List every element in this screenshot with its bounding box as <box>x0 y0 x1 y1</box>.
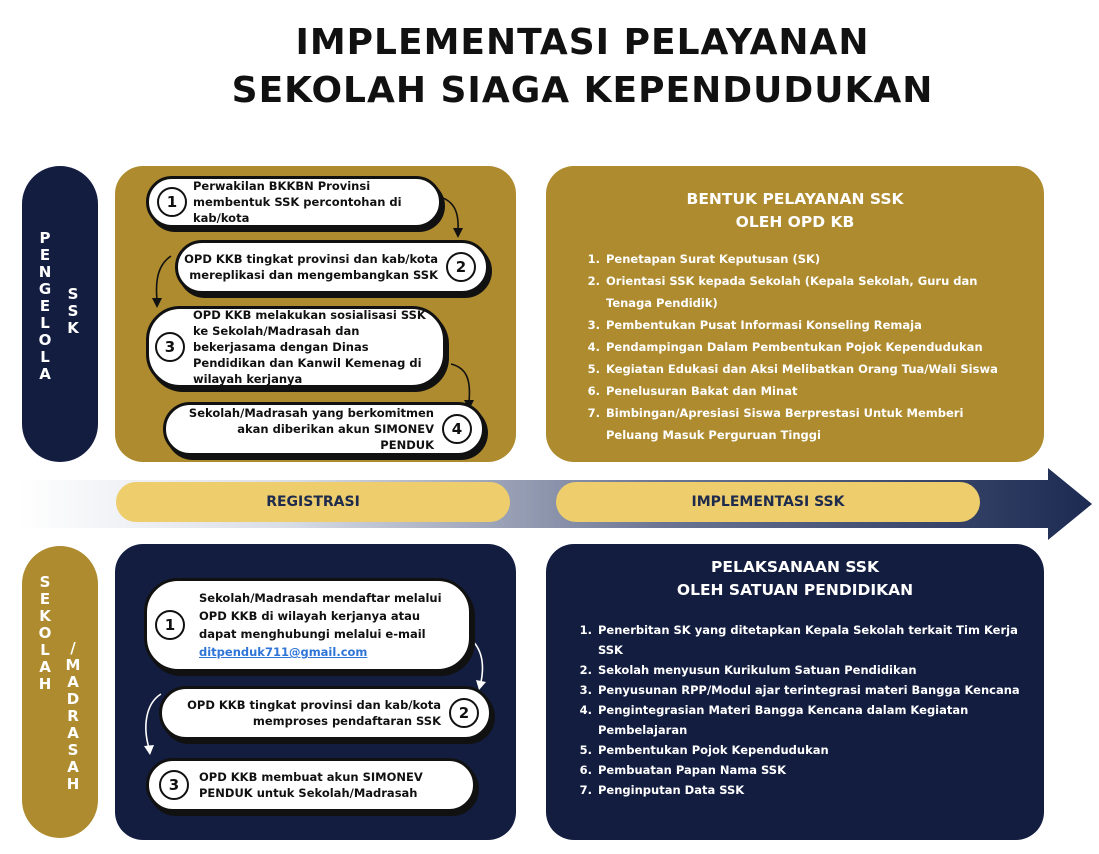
bentuk-title-2: OLEH OPD KB <box>735 213 855 231</box>
step-number: 2 <box>449 698 479 728</box>
bentuk-pelayanan-panel <box>546 166 1044 462</box>
step-text: Sekolah/Madrasah mendaftar melalui OPD KKB di wilayah kerjanya atau dapat menghubungi melalui e-mail <box>199 591 442 641</box>
step-number: 4 <box>442 414 472 444</box>
side-word-pengelola: PENGELOLA <box>38 229 52 383</box>
pelaksanaan-list <box>574 620 1020 800</box>
list-item: 1. Penetapan Surat Keputusan (SK) <box>604 248 1004 270</box>
side-word-sekolah: SEKOLAH <box>38 573 52 693</box>
top-step-4 <box>163 402 485 456</box>
list-item: 5. Kegiatan Edukasi dan Aksi Melibatkan Orang Tua/Wali Siswa <box>604 358 1004 380</box>
step-text: OPD KKB tingkat provinsi dan kab/kota memproses pendaftaran SSK <box>187 698 441 728</box>
list-item: 5. Pembentukan Pojok Kependudukan <box>596 740 1020 760</box>
side-word-madrasah: /MADRASAH <box>65 639 81 793</box>
step-text: Perwakilan BKKBN Provinsi membentuk SSK percontohan di kab/kota <box>193 179 402 225</box>
top-step-3 <box>146 306 446 388</box>
step-text: Sekolah/Madrasah yang berkomitmen akan diberikan akun SIMONEV PENDUK <box>188 406 434 452</box>
email-link[interactable]: ditpenduk711@gmail.com <box>199 645 368 659</box>
top-step-1 <box>146 176 442 228</box>
list-item: 3. Pembentukan Pusat Informasi Konseling Remaja <box>604 314 1004 336</box>
stage-registrasi: REGISTRASI <box>116 482 510 522</box>
top-step-2 <box>175 240 489 294</box>
list-item: 3. Penyusunan RPP/Modul ajar terintegrasi materi Bangga Kencana <box>596 680 1020 700</box>
list-item: 1. Penerbitan SK yang ditetapkan Kepala Sekolah terkait Tim Kerja SSK <box>596 620 1020 660</box>
side-label-sekolah <box>22 546 98 838</box>
list-item: 7. Bimbingan/Apresiasi Siswa Berprestasi Untuk Memberi Peluang Masuk Perguruan Tinggi <box>604 402 1004 446</box>
list-item: 6. Penelusuran Bakat dan Minat <box>604 380 1004 402</box>
step-text: OPD KKB melakukan sosialisasi SSK ke Sekolah/Madrasah dan bekerjasama dengan Dinas Pendidikan dan Kanwil Kemenag di wilayah kerjanya <box>193 308 426 386</box>
step-number: 1 <box>157 187 187 217</box>
pelaksanaan-panel <box>546 544 1044 840</box>
step-number: 3 <box>159 770 189 800</box>
bottom-step-1 <box>144 578 472 672</box>
step-number: 3 <box>155 332 185 362</box>
pelaksanaan-title-2: OLEH SATUAN PENDIDIKAN <box>676 581 914 599</box>
side-label-pengelola <box>22 166 98 462</box>
step-text: OPD KKB membuat akun SIMONEV PENDUK untuk Sekolah/Madrasah <box>199 770 423 800</box>
list-item: 7. Penginputan Data SSK <box>596 780 1020 800</box>
list-item: 2. Sekolah menyusun Kurikulum Satuan Pendidikan <box>596 660 1020 680</box>
step-number: 2 <box>446 252 476 282</box>
side-word-ssk: SSK <box>67 285 79 337</box>
bottom-step-3 <box>146 758 476 812</box>
title-line-1: IMPLEMENTASI PELAYANAN <box>295 22 870 63</box>
list-item: 4. Pengintegrasian Materi Bangga Kencana dalam Kegiatan Pembelajaran <box>596 700 1020 740</box>
list-item: 6. Pembuatan Papan Nama SSK <box>596 760 1020 780</box>
title-line-2: SEKOLAH SIAGA KEPENDUDUKAN <box>231 70 934 111</box>
list-item: 4. Pendampingan Dalam Pembentukan Pojok Kependudukan <box>604 336 1004 358</box>
step-number: 1 <box>155 610 185 640</box>
pelaksanaan-title-1: PELAKSANAAN SSK <box>711 558 879 576</box>
bentuk-list <box>582 248 1004 446</box>
stage-implementasi: IMPLEMENTASI SSK <box>556 482 980 522</box>
bentuk-title-1: BENTUK PELAYANAN SSK <box>686 190 904 208</box>
list-item: 2. Orientasi SSK kepada Sekolah (Kepala Sekolah, Guru dan Tenaga Pendidik) <box>604 270 1004 314</box>
bottom-step-2 <box>159 686 492 740</box>
step-text: OPD KKB tingkat provinsi dan kab/kota mereplikasi dan mengembangkan SSK <box>184 252 438 282</box>
